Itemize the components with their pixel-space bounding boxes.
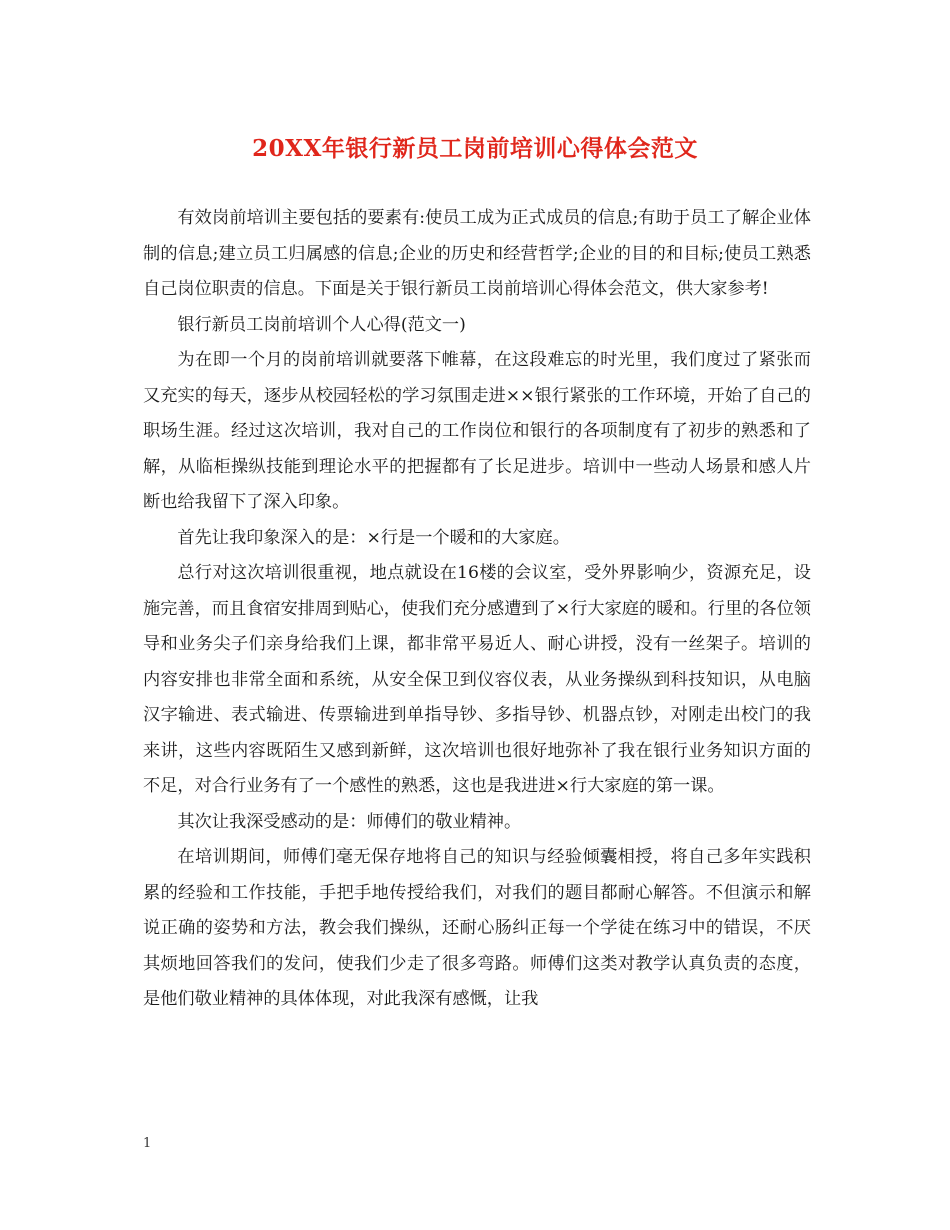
paragraph-point-one: 首先让我印象深入的是：×行是一个暖和的大家庭。 [177, 527, 570, 548]
paragraph-section-heading: 银行新员工岗前培训个人心得(范文一) [177, 314, 466, 335]
paragraph-mentors: 在培训期间，师傅们毫无保存地将自己的知识与经验倾囊相授，将自己多年实践积累的经验和工作技能，手把手地传授给我们，对我们的题目都耐心解答。不但演示和解说正确的姿势和方法，教会我们操纵，还耐心肠纠正每一个学徒在练习中的错误，不厌其烦地回答我们的发问，使我们少走了很多弯路。师傅们这类对教学认真负责的态度，是他们敬业精神的具体体现，对此我深有感慨，让我 [143, 847, 811, 1009]
page-number: 1 [143, 1136, 152, 1151]
document-title: 20XX年银行新员工岗前培训心得体会范文 [252, 135, 698, 162]
document-body [143, 201, 811, 1018]
paragraph-point-two: 其次让我深受感动的是：师傅们的敬业精神。 [177, 811, 522, 832]
paragraph-intro: 有效岗前培训主要包括的要素有:使员工成为正式成员的信息;有助于员工了解企业体制的信息;建立员工归属感的信息;企业的历史和经营哲学;企业的目的和目标;使员工熟悉自己岗位职责的信息。下面是关于银行新员工岗前培训心得体会范文，供大家参考! [143, 208, 811, 299]
paragraph-opening: 为在即一个月的岗前培训就要落下帷幕，在这段难忘的时光里，我们度过了紧张而又充实的每天，逐步从校园轻松的学习氛围走进××银行紧张的工作环境，开始了自己的职场生涯。经过这次培训，我对自己的工作岗位和银行的各项制度有了初步的熟悉和了解，从临柜操纵技能到理论水平的把握都有了长足进步。培训中一些动人场景和感人片断也给我留下了深入印象。 [143, 350, 811, 512]
paragraph-training-details: 总行对这次培训很重视，地点就设在16楼的会议室，受外界影响少，资源充足，设施完善，而且食宿安排周到贴心，使我们充分感遭到了×行大家庭的暖和。行里的各位领导和业务尖子们亲身给我们上课，都非常平易近人、耐心讲授，没有一丝架子。培训的内容安排也非常全面和系统，从安全保卫到仪容仪表，从业务操纵到科技知识，从电脑汉字输进、表式输进、传票输进到单指导钞、多指导钞、机器点钞，对刚走出校门的我来讲，这些内容既陌生又感到新鲜，这次培训也很好地弥补了我在银行业务知识方面的不足，对合行业务有了一个感性的熟悉，这也是我进进×行大家庭的第一课。 [143, 563, 811, 796]
